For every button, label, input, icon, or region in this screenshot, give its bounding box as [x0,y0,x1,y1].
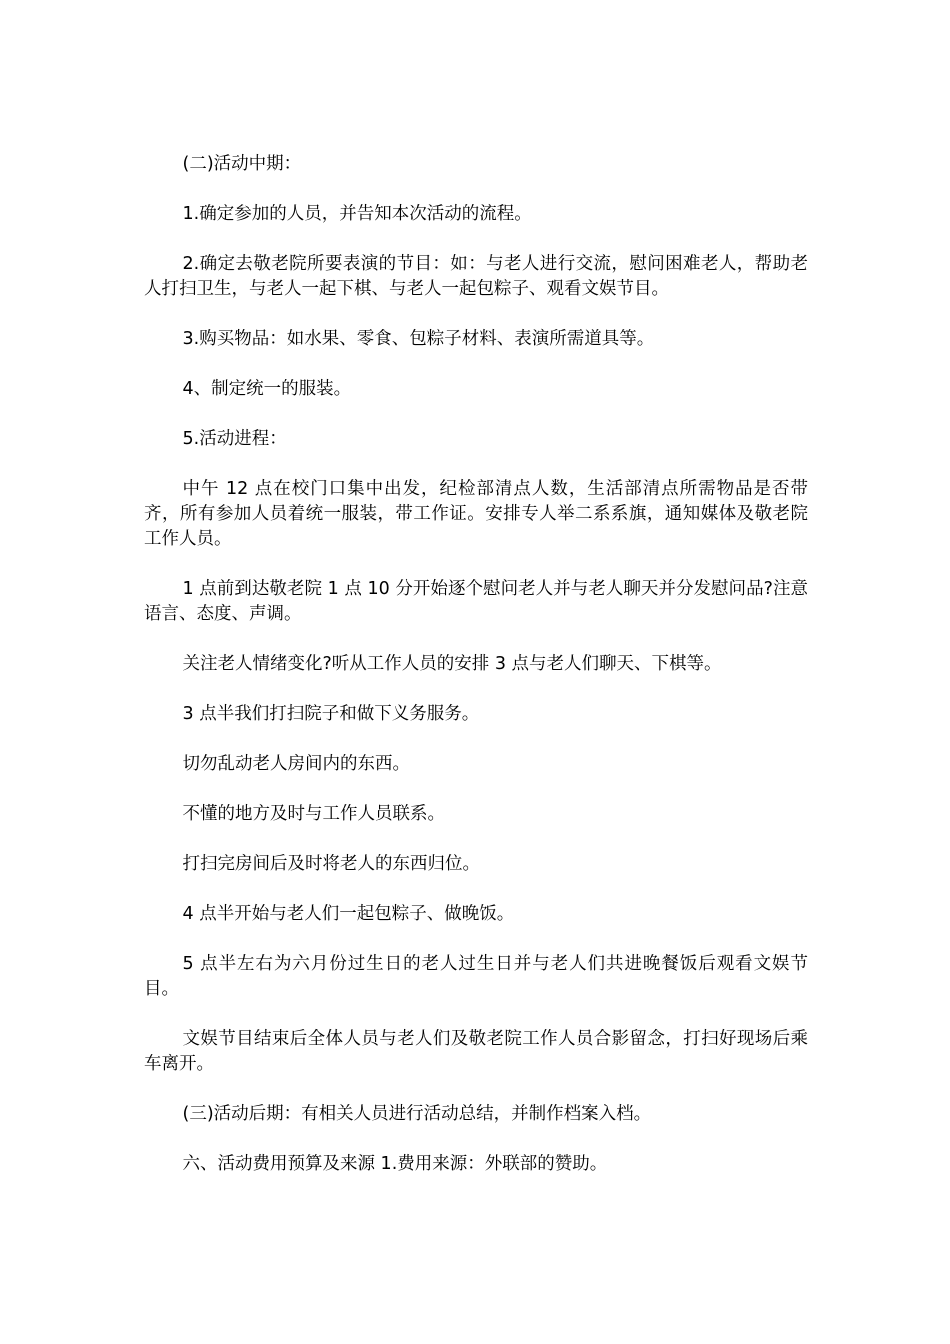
paragraph-birthday-dinner: 5 点半左右为六月份过生日的老人过生日并与老人们共进晚餐饭后观看文娱节目。 [144,954,808,999]
paragraph-watch-emotions: 关注老人情绪变化?听从工作人员的安排 3 点与老人们聊天、下棋等。 [182,654,722,674]
paragraph-budget-source: 六、活动费用预算及来源 1.费用来源：外联部的赞助。 [182,1154,608,1174]
paragraph-program-items: 2.确定去敬老院所要表演的节目：如：与老人进行交流，慰问困难老人，帮助老人打扫卫生，与老人一起下棋、与老人一起包粽子、观看文娱节目。 [144,254,808,299]
paragraph-one-oclock-visit: 1 点前到达敬老院 1 点 10 分开始逐个慰问老人并与老人聊天并分发慰问品?注意语言、态度、声调。 [144,579,808,624]
paragraph-purchase-items: 3.购买物品：如水果、零食、包粽子材料、表演所需道具等。 [182,329,655,349]
document-body [144,152,808,1202]
paragraph-group-photo: 文娱节目结束后全体人员与老人们及敬老院工作人员合影留念，打扫好现场后乘车离开。 [144,1029,808,1074]
paragraph-return-belongings: 打扫完房间后及时将老人的东西归位。 [182,854,480,874]
paragraph-uniform: 4、制定统一的服装。 [182,379,352,399]
paragraph-do-not-touch: 切勿乱动老人房间内的东西。 [182,754,410,774]
paragraph-noon-departure: 中午 12 点在校门口集中出发，纪检部清点人数，生活部清点所需物品是否带齐，所有参加人员着统一服装，带工作证。安排专人举二系系旗，通知媒体及敬老院工作人员。 [144,479,808,549]
paragraph-activity-progress-heading: 5.活动进程： [182,429,287,449]
paragraph-make-zongzi: 4 点半开始与老人们一起包粽子、做晚饭。 [182,904,515,924]
paragraph-phase-late: (三)活动后期：有相关人员进行活动总结，并制作档案入档。 [182,1104,652,1124]
paragraph-phase-mid-heading: (二)活动中期： [182,154,302,174]
paragraph-cleaning-service: 3 点半我们打扫院子和做下义务服务。 [182,704,480,724]
paragraph-contact-staff: 不懂的地方及时与工作人员联系。 [182,804,445,824]
paragraph-confirm-participants: 1.确定参加的人员，并告知本次活动的流程。 [182,204,532,224]
